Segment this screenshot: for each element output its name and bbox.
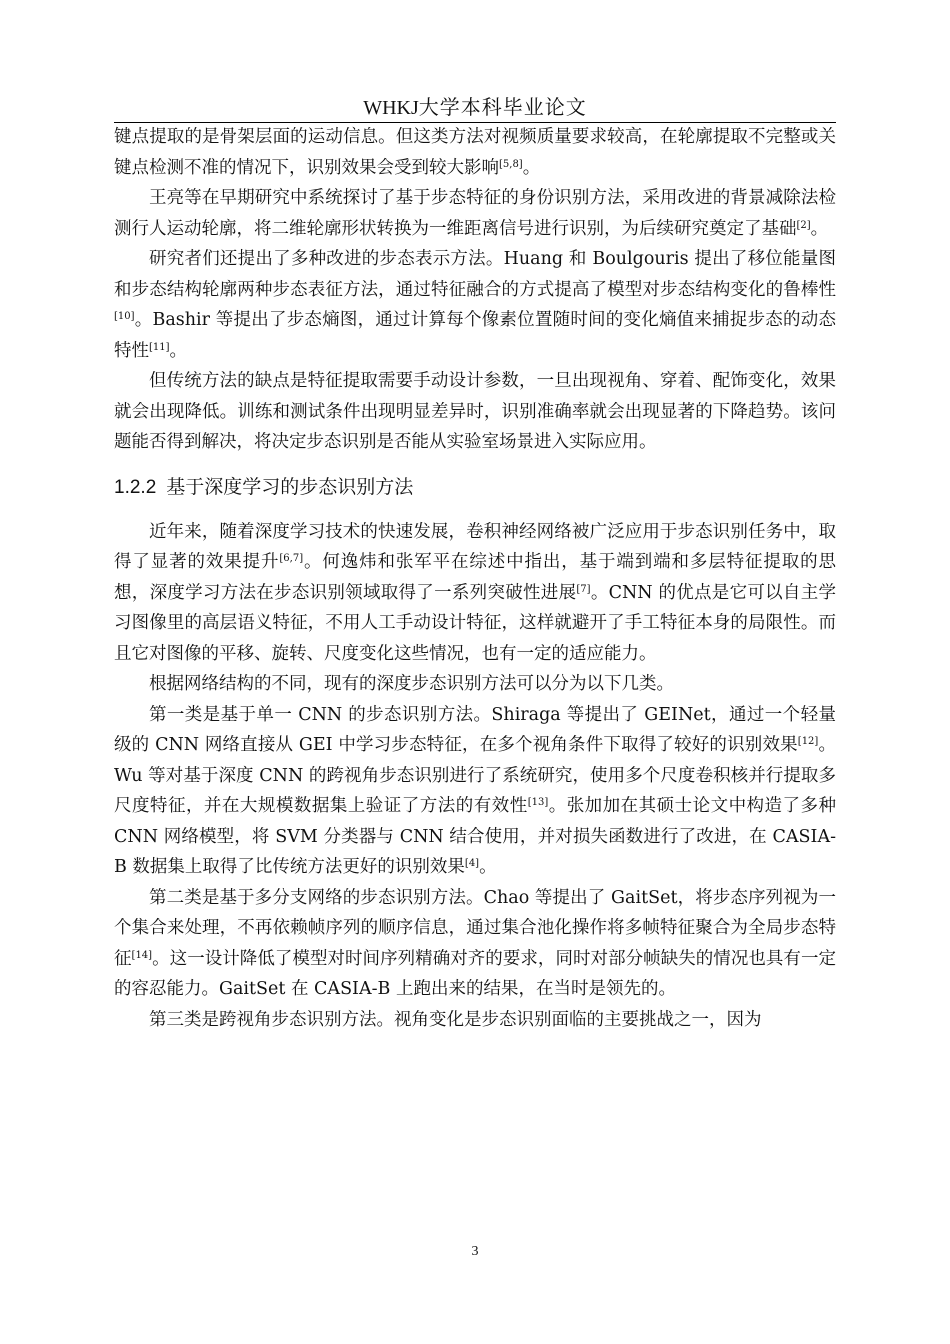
citation: [11] [149, 341, 170, 353]
paragraph-6 [114, 700, 836, 883]
citation: [6,7] [279, 553, 304, 564]
p6-text1: 第一类是基于单一 CNN 的步态识别方法。Shiraga 等提出了 GEINet，通过一个轻量级的 CNN 网络直接从 GEI 中学习步态特征，在多个视角条件下取得了较好的识别效果 [114, 704, 836, 755]
p1-end: 。 [810, 218, 829, 239]
paragraph-4 [114, 517, 836, 670]
header-title: 大学本科毕业论文 [418, 95, 587, 119]
p6-end: 。 [479, 857, 497, 877]
citation: [7] [576, 583, 591, 595]
p6-text2: 。Wu 等对基于深度 CNN 的跨视角步态识别进行了系统研究，使用多个尺度卷积核并行提取多尺度特征，并在大规模数据集上验证了方法的有效性 [114, 735, 836, 816]
citation: [5,8] [499, 158, 523, 170]
section-heading [114, 472, 836, 503]
p2-end: 。 [169, 340, 188, 361]
p7-text2: 。这一设计降低了模型对时间序列精确对齐的要求，同时对部分帧缺失的情况也具有一定的容忍能力。GaitSet 在 CASIA-B 上跑出来的结果，在当时是领先的。 [114, 948, 837, 999]
p6-text3: 。张加加在其硕士论文中构造了多种 CNN 网络模型，将 SVM 分类器与 CNN 结合使用，并对损失函数进行了改进，在 CASIA-B 数据集上取得了比传统方法更好的识别效果 [114, 796, 836, 877]
paragraph-3: 但传统方法的缺点是特征提取需要手动设计参数，一旦出现视角、穿着、配饰变化，效果就会出现降低。训练和测试条件出现明显差异时，识别准确率就会出现显著的下降趋势。该问题能否得到解决，将决定步态识别是否能从实验室场景进入实际应用。 [114, 371, 836, 452]
citation: [13] [527, 797, 549, 808]
citation: [14] [131, 949, 153, 961]
p4-text3: 。CNN 的优点是它可以自主学习图像里的高层语义特征，不用人工手动设计特征，这样就避开了手工特征本身的局限性。而且它对图像的平移、旋转、尺度变化这些情况，也有一定的适应能力。 [114, 582, 837, 664]
p2-text1: 研究者们还提出了多种改进的步态表示方法。Huang 和 Boulgouris 提出了移位能量图和步态结构轮廓两种步态表征方法，通过特征融合的方式提高了模型对步态结构变化的鲁棒性 [114, 249, 836, 300]
p2-text2: 。Bashir 等提出了步态熵图，通过计算每个像素位置随时间的变化熵值来捕捉步态的动态特性 [114, 310, 836, 361]
p1-text: 王亮等在早期研究中系统探讨了基于步态特征的身份识别方法，采用改进的背景减除法检测行人运动轮廓，将二维轮廓形状转换为一维距离信号进行识别，为后续研究奠定了基础 [114, 188, 836, 239]
citation: [10] [114, 311, 135, 322]
header-code: WHKJ [363, 97, 419, 119]
page-number: 3 [471, 1244, 479, 1259]
paragraph-7 [114, 883, 836, 1005]
paragraph-5: 根据网络结构的不同，现有的深度步态识别方法可以分为以下几类。 [149, 674, 674, 694]
page-header [114, 94, 836, 123]
p7-text1: 第二类是基于多分支网络的步态识别方法。Chao 等提出了 GaitSet，将步态序列视为一个集合来处理，不再依赖帧序列的顺序信息，通过集合池化操作将多帧特征聚合为全局步态特征 [114, 887, 836, 969]
section-title: 基于深度学习的步态识别方法 [166, 475, 414, 498]
p4-text2: 。何逸炜和张军平在综述中指出，基于端到端和多层特征提取的思想，深度学习方法在步态识别领域取得了一系列突破性进展 [114, 552, 837, 603]
paragraph-8: 第三类是跨视角步态识别方法。视角变化是步态识别面临的主要挑战之一，因为 [149, 1009, 762, 1030]
body-text [114, 122, 836, 1035]
section-number: 1.2.2 [114, 476, 157, 498]
paragraph-2 [114, 244, 836, 366]
p0-end: 。 [522, 157, 541, 178]
citation: [4] [464, 858, 480, 869]
citation: [12] [797, 736, 819, 747]
p4-text1: 近年来，随着深度学习技术的快速发展，卷积神经网络被广泛应用于步态识别任务中，取得了显著的效果提升 [114, 521, 836, 572]
paragraph-0 [114, 122, 836, 183]
p0-text: 键点提取的是骨架层面的运动信息。但这类方法对视频质量要求较高，在轮廓提取不完整或关键点检测不准的情况下，识别效果会受到较大影响 [114, 127, 836, 178]
citation: [2] [796, 219, 811, 231]
paragraph-1 [114, 183, 836, 244]
